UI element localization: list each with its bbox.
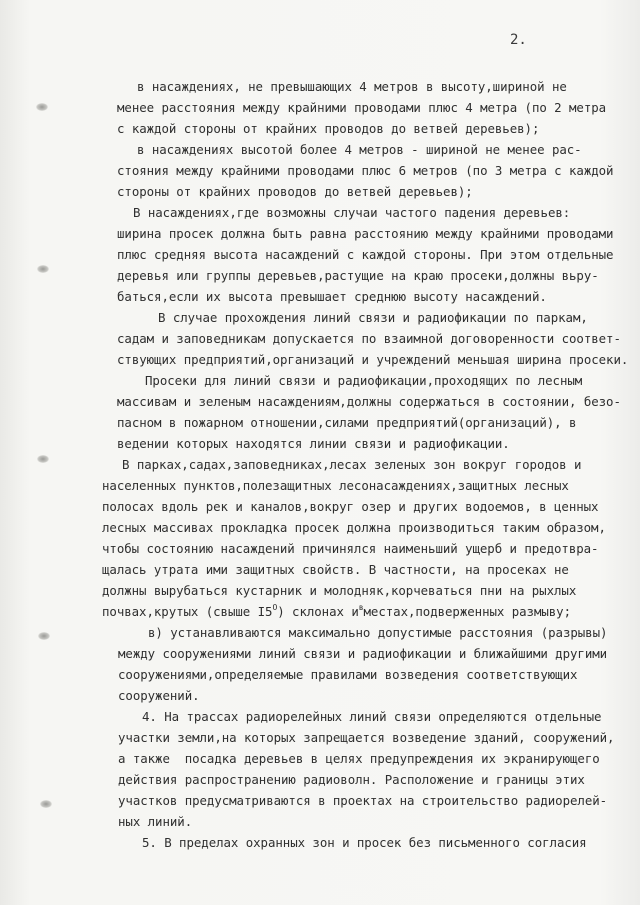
- text-line: Просеки для линий связи и радиофикации,проходящих по лесным: [145, 373, 583, 388]
- text-line: ширина просек должна быть равна расстоянию между крайними проводами: [117, 226, 614, 241]
- text-line: между сооружениями линий связи и радиофикации и ближайшими другими: [118, 646, 608, 661]
- text-line: 4. На трассах радиорелейных линий связи определяются отдельные: [142, 709, 602, 724]
- text-line: менее расстояния между крайними проводами плюс 4 метра (по 2 метра: [117, 100, 607, 115]
- text-line: сооружений.: [118, 688, 200, 703]
- text-line: участков предусматриваются в проектах на строительство радиорелей-: [118, 793, 608, 808]
- punch-hole-mark: [37, 265, 49, 273]
- text-fragment: ) склонах и: [277, 604, 359, 619]
- text-line: с каждой стороны от крайних проводов до ветвей деревьев);: [117, 121, 540, 136]
- text-fragment: местах,подверженных размыву;: [363, 604, 571, 619]
- text-line: В насаждениях,где возможны случаи частого падения деревьев:: [133, 205, 571, 220]
- text-line: полосах вдоль рек и каналов,вокруг озер и других водоемов, в ценных: [102, 499, 599, 514]
- text-line: стояния между крайними проводами плюс 6 метров (по 3 метра с каждой: [117, 163, 614, 178]
- superscript-o: О: [272, 603, 278, 612]
- text-line: чтобы состоянию насаждений причинялся наименьший ущерб и предотвра-: [102, 541, 599, 556]
- page-number: 2.: [510, 32, 527, 48]
- text-line: массивам и зеленым насаждениям,должны содержаться в состоянии, безо-: [117, 394, 621, 409]
- text-line: [102, 605, 571, 621]
- text-line: стороны от крайних проводов до ветвей деревьев);: [117, 184, 473, 199]
- punch-hole-mark: [38, 632, 50, 640]
- text-line: В парках,садах,заповедниках,лесах зеленых зон вокруг городов и: [122, 457, 582, 472]
- text-line: пасном в пожарном отношении,силами предприятий(организаций), в: [117, 415, 577, 430]
- text-line: в) устанавливаются максимально допустимые расстояния (разрывы): [148, 625, 608, 640]
- text-line: ведении которых находятся линии связи и радиофикации.: [117, 436, 510, 451]
- punch-hole-mark: [37, 455, 49, 463]
- text-line: плюс средняя высота насаждений с каждой стороны. При этом отдельные: [117, 247, 614, 262]
- text-line: действия распространению радиоволн. Расположение и границы этих: [118, 772, 585, 787]
- text-line: 5. В пределах охранных зон и просек без письменного согласия: [142, 835, 587, 850]
- text-line: В случае прохождения линий связи и радиофикации по паркам,: [158, 310, 588, 325]
- text-line: а также посадка деревьев в целях предупреждения их экранирующего: [118, 751, 600, 766]
- text-line: в насаждениях, не превышающих 4 метров в высоту,шириной не: [137, 79, 567, 94]
- text-line: ных линий.: [118, 814, 193, 829]
- text-line: садам и заповедникам допускается по взаимной договоренности соответ-: [117, 331, 621, 346]
- text-line: должны вырубаться кустарник и молодняк,корчеваться пни на рыхлых: [102, 583, 577, 598]
- text-line: щалась утрата ими защитных свойств. В частности, на просеках не: [102, 562, 569, 577]
- text-line: участки земли,на которых запрещается возведение зданий, сооружений,: [118, 730, 615, 745]
- punch-hole-mark: [40, 800, 52, 808]
- text-line: населенных пунктов,полезащитных лесонасаждениях,защитных лесных: [102, 478, 569, 493]
- text-line: в насаждениях высотой более 4 метров - шириной не менее рас-: [137, 142, 582, 157]
- text-line: ствующих предприятий,организаций и учреждений меньшая ширина просеки.: [117, 352, 629, 367]
- text-line: деревья или группы деревьев,растущие на краю просеки,должны вьру-: [117, 268, 599, 283]
- punch-hole-mark: [36, 103, 48, 111]
- superscript-v: в: [358, 603, 364, 612]
- text-line: сооружениями,определяемые правилами возведения соответствующих: [118, 667, 578, 682]
- text-line: лесных массивах прокладка просек должна производиться таким образом,: [102, 520, 606, 535]
- text-fragment: почвах,крутых (свыше I5: [102, 604, 273, 619]
- text-line: баться,если их высота превышает среднюю высоту насаждений.: [117, 289, 547, 304]
